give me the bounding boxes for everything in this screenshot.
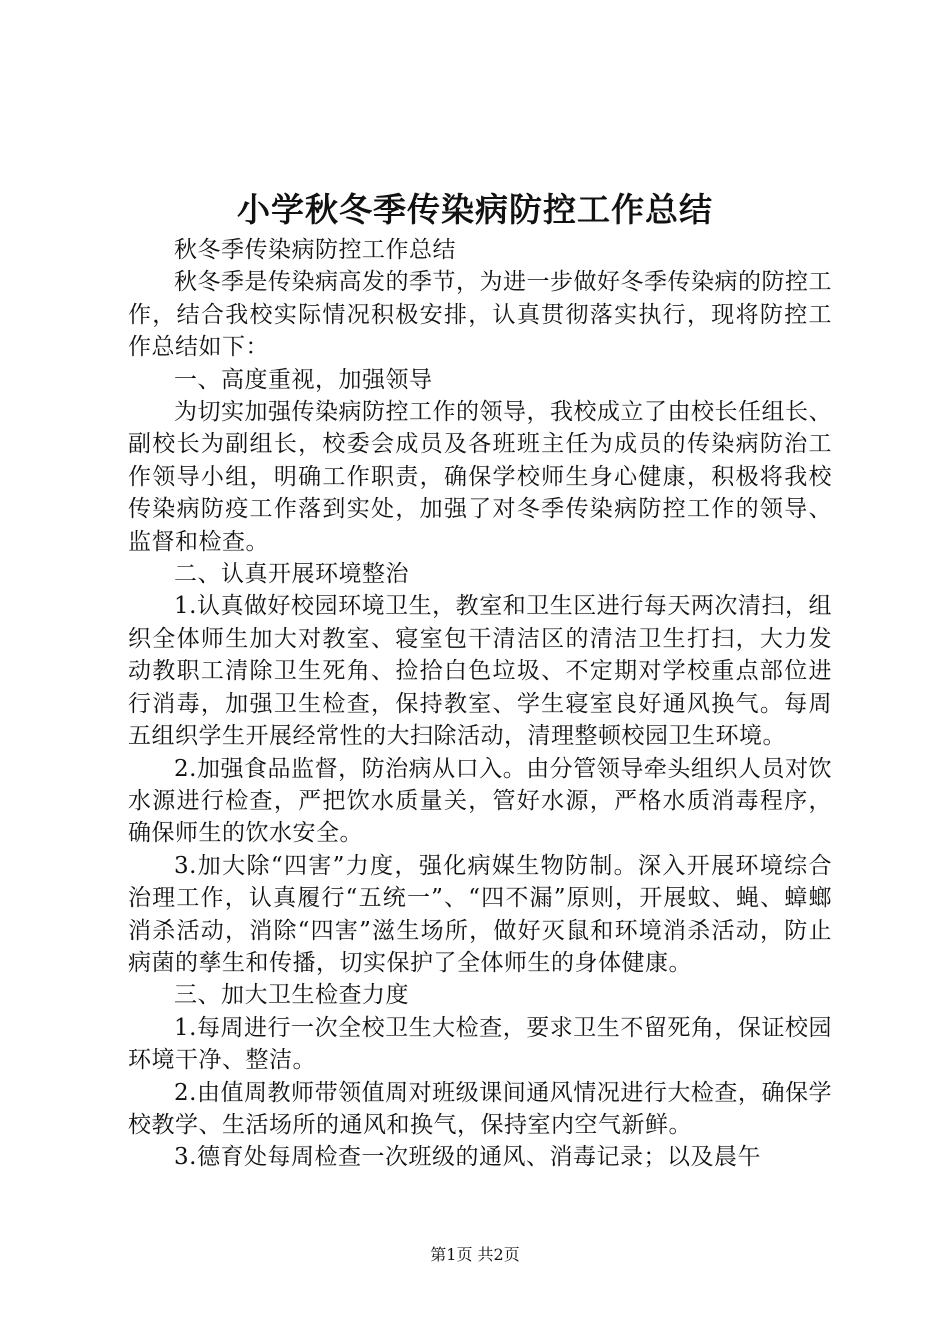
paragraph-leadership: 为切实加强传染病防控工作的领导，我校成立了由校长任组长、副校长为副组长，校委会成员及各班班主任为成员的传染病防治工作领导小组，明确工作职责，确保学校师生身心健康，积极将我校传染病防疫工作落到实处，加强了对冬季传染病防控工作的领导、监督和检查。 [128,399,832,555]
document-title: 小学秋冬季传染病防控工作总结 [237,190,713,229]
section-heading-2: 二、认真开展环境整治 [174,561,409,588]
paragraph-environment-1: 1.认真做好校园环境卫生，教室和卫生区进行每天两次清扫，组织全体师生加大对教室、寝室包干清洁区的清洁卫生打扫，大力发动教职工清除卫生死角、捡拾白色垃圾、不定期对学校重点部位进行消毒，加强卫生检查，保持教室、学生寝室良好通风换气。每周五组织学生开展经常性的大扫除活动，清理整顿校园卫生环境。 [128,593,832,750]
paragraph-inspection-3: 3.德育处每周检查一次班级的通风、消毒记录；以及晨午 [174,1144,761,1171]
paragraph-subtitle: 秋冬季传染病防控工作总结 [174,237,456,263]
paragraph-environment-3: 3.加大除“四害”力度，强化病媒生物防制。深入开展环境综合治理工作，认真履行“五统一”、“四不漏”原则，开展蚊、蝇、蟑螂消杀活动，消除“四害”滋生场所，做好灭鼠和环境消杀活动，防止病菌的孳生和传播，切实保护了全体师生的身体健康。 [128,852,832,976]
page-number: 第1页 共2页 [430,1245,520,1264]
paragraph-environment-2: 2.加强食品监督，防治病从口入。由分管领导牵头组织人员对饮水源进行检查，严把饮水质量关，管好水源，严格水质消毒程序，确保师生的饮水安全。 [128,755,832,847]
section-heading-1: 一、高度重视，加强领导 [174,366,433,393]
section-heading-3: 三、加大卫生检查力度 [174,982,409,1009]
paragraph-intro: 秋冬季是传染病高发的季节，为进一步做好冬季传染病的防控工作，结合我校实际情况积极安排，认真贯彻落实执行，现将防控工作总结如下： [128,269,832,361]
paragraph-inspection-1: 1.每周进行一次全校卫生大检查，要求卫生不留死角，保证校园环境干净、整洁。 [128,1014,832,1074]
paragraph-inspection-2: 2.由值周教师带领值周对班级课间通风情况进行大检查，确保学校教学、生活场所的通风和换气，保持室内空气新鲜。 [128,1079,832,1138]
document-body [128,234,832,1174]
